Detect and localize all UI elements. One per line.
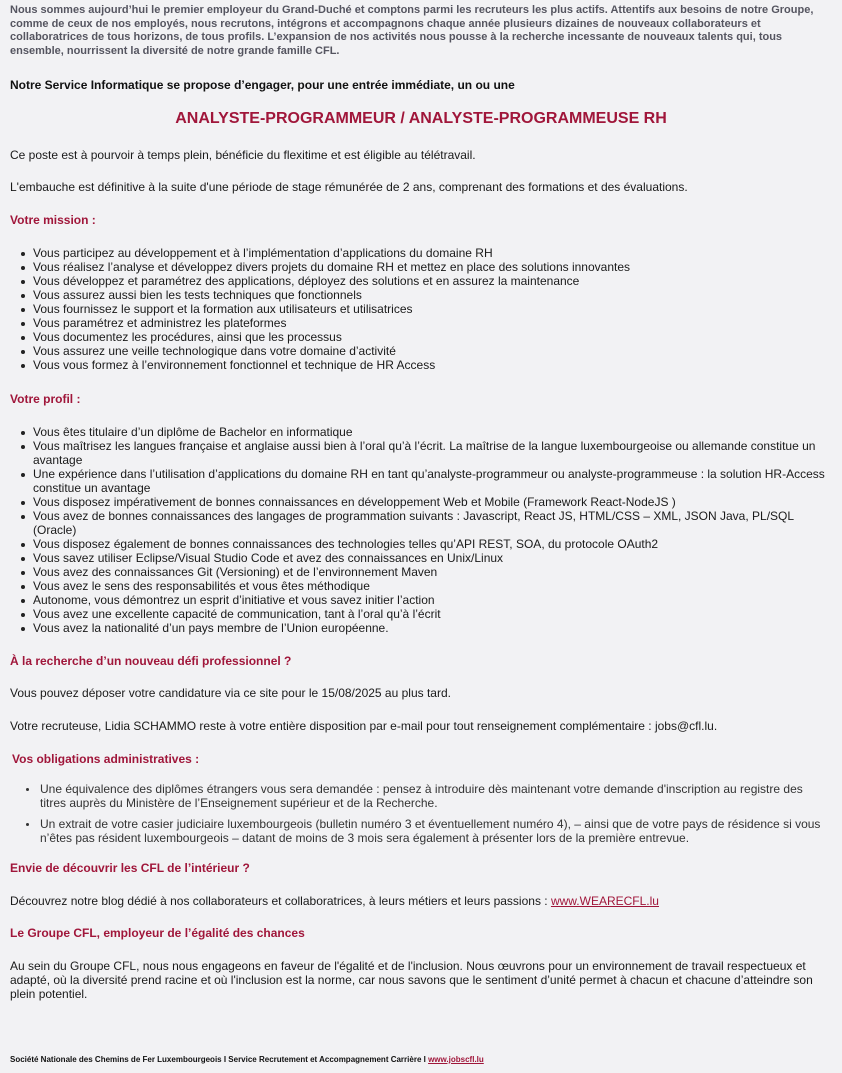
equality-paragraph: Au sein du Groupe CFL, nous nous engageons en faveur de l'égalité et de l'inclusion. Nous œuvrons pour un environnement de travail respectueux et adapté, où la diversité prend racine et où l'inclusion est la norme, car nous savons que le sentiment d’unité permet à chacun et chacune d’atteindre son plein potentiel. (10, 959, 813, 1001)
footer-text: Société Nationale des Chemins de Fer Luxembourgeois I Service Recrutement et Accompagnement Carrière I (10, 1055, 429, 1064)
obligations-heading: Vos obligations administratives : (12, 752, 200, 766)
apply-heading: À la recherche d’un nouveau défi professionnel ? (10, 654, 292, 668)
equality-heading: Le Groupe CFL, employeur de l’égalité des chances (10, 926, 305, 940)
list-item: Vous assurez aussi bien les tests techniques que fonctionnels (0, 288, 832, 302)
profile-heading: Votre profil : (10, 392, 81, 406)
list-item: Autonome, vous démontrez un esprit d’initiative et vous savez initier l’action (0, 593, 832, 607)
list-item: Vous avez de bonnes connaissances des langages de programmation suivants : Javascript, React JS, HTML/CSS – XML, JSON Java, PL/SQL (Oracle) (0, 509, 832, 537)
discover-paragraph (10, 894, 832, 908)
list-item: Vous paramétrez et administrez les plateformes (0, 316, 832, 330)
list-item: Vous documentez les procédures, ainsi que les processus (0, 330, 832, 344)
list-item: Vous développez et paramétrez des applications, déployez des solutions et en assurez la maintenance (0, 274, 832, 288)
condition-hiring: L'embauche est définitive à la suite d'une période de stage rémunérée de 2 ans, comprenant des formations et des évaluations. (10, 180, 688, 194)
list-item: Vous avez une excellente capacité de communication, tant à l’oral qu’à l’écrit (0, 607, 832, 621)
job-title: ANALYSTE-PROGRAMMEUR / ANALYSTE-PROGRAMMEUSE RH (175, 110, 667, 127)
list-item: Vous avez le sens des responsabilités et vous êtes méthodique (0, 579, 832, 593)
footer (10, 1055, 484, 1064)
list-item: Vous avez la nationalité d’un pays membre de l’Union européenne. (0, 621, 832, 635)
apply-contact: Votre recruteuse, Lidia SCHAMMO reste à votre entière disposition par e-mail pour tout renseignement complémentaire : jobs@cfl.lu. (10, 719, 718, 733)
list-item: Vous disposez impérativement de bonnes connaissances en développement Web et Mobile (Framework React-NodeJS ) (0, 495, 832, 509)
mission-list (0, 246, 832, 372)
list-item: Vous réalisez l’analyse et développez divers projets du domaine RH et mettez en place des solutions innovantes (0, 260, 832, 274)
apply-deadline: Vous pouvez déposer votre candidature via ce site pour le 15/08/2025 au plus tard. (10, 686, 451, 700)
list-item: Vous vous formez à l’environnement fonctionnel et technique de HR Access (0, 358, 832, 372)
wearecfl-link[interactable]: www.WEARECFL.lu (550, 894, 659, 908)
list-item: Un extrait de votre casier judiciaire luxembourgeois (bulletin numéro 3 et éventuellement numéro 4), – ainsi que de votre pays de résidence si vous n’êtes pas résident luxembourgeois – datant de moins de 3 mois sera également à présenter lors de la première entrevue. (0, 817, 832, 845)
list-item: Vous savez utiliser Eclipse/Visual Studio Code et avez des connaissances en Unix/Linux (0, 551, 832, 565)
list-item: Une équivalence des diplômes étrangers vous sera demandée : pensez à introduire dès maintenant votre demande d'inscription au registre des titres auprès du Ministère de l’Enseignement supérieur et de la Recherche. (0, 782, 832, 810)
obligations-list (0, 782, 832, 852)
mission-heading: Votre mission : (10, 213, 96, 227)
list-item: Une expérience dans l’utilisation d’applications du domaine RH en tant qu’analyste-programmeur ou analyste-programmeuse : la solution HR-Access constitue un avantage (0, 467, 832, 495)
jobscfl-link[interactable]: www.jobscfl.lu (428, 1055, 484, 1064)
list-item: Vous participez au développement et à l’implémentation d’applications du domaine RH (0, 246, 832, 260)
list-item: Vous disposez également de bonnes connaissances des technologies telles qu’API REST, SOA, du protocole OAuth2 (0, 537, 832, 551)
lead-sentence: Notre Service Informatique se propose d’engager, pour une entrée immédiate, un ou une (10, 78, 515, 92)
intro-paragraph: Nous sommes aujourd’hui le premier employeur du Grand-Duché et comptons parmi les recruteurs les plus actifs. Attentifs aux besoins de notre Groupe, comme de ceux de nos employés, nous recrutons, intégrons et accompagnons chaque année plusieurs dizaines de nouveaux collaborateurs et collaboratrices de tous horizons, de tous profils. L’expansion de nos activités nous pousse à la recherche incessante de nouveaux talents qui, tous ensemble, nourrissent la diversité de notre grande famille CFL. (10, 4, 814, 57)
profile-list (0, 425, 832, 635)
list-item: Vous maîtrisez les langues française et anglaise aussi bien à l’oral qu’à l’écrit. La maîtrise de la langue luxembourgeoise ou allemande constitue un avantage (0, 439, 832, 467)
list-item: Vous avez des connaissances Git (Versioning) et de l’environnement Maven (0, 565, 832, 579)
list-item: Vous êtes titulaire d’un diplôme de Bachelor en informatique (0, 425, 832, 439)
discover-heading: Envie de découvrir les CFL de l’intérieur ? (10, 861, 250, 875)
list-item: Vous fournissez le support et la formation aux utilisateurs et utilisatrices (0, 302, 832, 316)
condition-fulltime: Ce poste est à pourvoir à temps plein, bénéficie du flexitime et est éligible au télétravail. (10, 148, 476, 162)
list-item: Vous assurez une veille technologique dans votre domaine d’activité (0, 344, 832, 358)
discover-text: Découvrez notre blog dédié à nos collaborateurs et collaboratrices, à leurs métiers et leurs passions : (10, 894, 551, 908)
